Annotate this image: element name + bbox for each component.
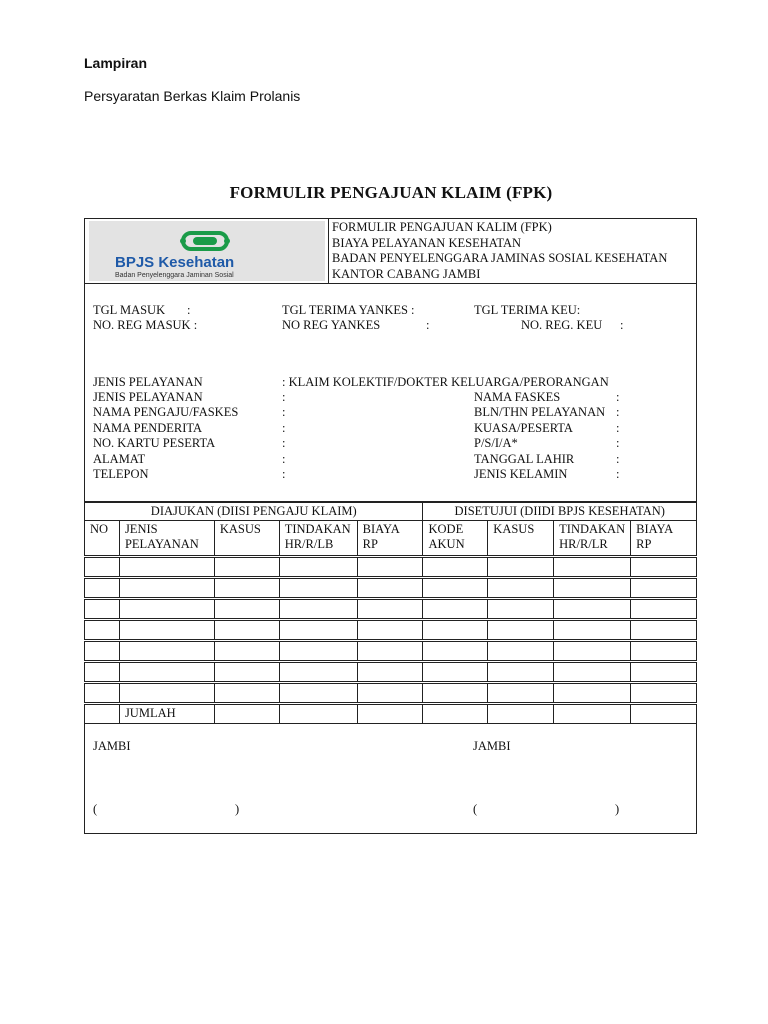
right-label-6: JENIS KELAMIN <box>474 467 568 481</box>
header-lines <box>332 220 667 282</box>
col-no: NO <box>85 521 120 557</box>
table-row <box>85 557 697 578</box>
left-label-1: JENIS PELAYANAN <box>93 390 203 404</box>
right-colon-3: : <box>616 421 620 435</box>
left-label-2: NAMA PENGAJU/FASKES <box>93 405 239 419</box>
no-reg-keu-colon: : <box>620 318 624 332</box>
col-kasus-approved: KASUS <box>488 521 554 557</box>
left-label-5: ALAMAT <box>93 452 146 466</box>
info-section <box>84 284 697 502</box>
signature-paren-open-left: ( <box>93 802 98 816</box>
no-reg-yankes-label: NO REG YANKES <box>282 318 381 332</box>
right-label-4: P/S/I/A* <box>474 436 518 450</box>
signature-city-right: JAMBI <box>473 739 511 753</box>
header-line-2: BIAYA PELAYANAN KESEHATAN <box>332 235 522 250</box>
col-jenis-pelayanan: JENIS PELAYANAN <box>119 521 214 557</box>
table-row <box>85 662 697 683</box>
table-row <box>85 599 697 620</box>
table-row <box>85 683 697 704</box>
total-label: JUMLAH <box>119 704 214 724</box>
no-reg-masuk-label: NO. REG MASUK : <box>93 318 198 332</box>
form-title: FORMULIR PENGAJUAN KLAIM (FPK) <box>229 183 553 202</box>
header-line-1: FORMULIR PENGAJUAN KALIM (FPK) <box>332 220 552 234</box>
col-tindakan-submitted: TINDAKAN HR/R/LB <box>279 521 357 557</box>
left-label-4: NO. KARTU PESERTA <box>93 436 216 450</box>
jenis-pelayanan-value: : KLAIM KOLEKTIF/DOKTER KELUARGA/PERORANGAN <box>282 375 609 389</box>
bpjs-logo <box>89 221 325 281</box>
table-row <box>85 620 697 641</box>
col-biaya-approved: BIAYA RP <box>631 521 697 557</box>
logo-tagline: Badan Penyelenggara Jaminan Sosial <box>115 272 234 279</box>
right-colon-2: : <box>616 405 620 419</box>
left-colon-1: : <box>282 390 286 404</box>
right-label-5: TANGGAL LAHIR <box>474 452 575 466</box>
tgl-masuk-label: TGL MASUK <box>93 303 166 317</box>
signature-paren-close-right: ) <box>615 802 620 816</box>
left-label-3: NAMA PENDERITA <box>93 421 203 435</box>
form-header <box>84 218 697 284</box>
right-colon-1: : <box>616 390 620 404</box>
table-row <box>85 641 697 662</box>
tgl-terima-yankes-label: TGL TERIMA YANKES : <box>282 303 415 317</box>
right-label-3: KUASA/PESERTA <box>474 421 573 435</box>
table-group-header <box>85 503 697 521</box>
jenis-pelayanan-label: JENIS PELAYANAN <box>93 375 203 389</box>
no-reg-keu-label: NO. REG. KEU <box>521 318 603 332</box>
left-label-6: TELEPON <box>93 467 149 481</box>
signature-city-left: JAMBI <box>93 739 131 753</box>
tgl-masuk-colon: : <box>187 303 191 317</box>
tgl-terima-keu-label: TGL TERIMA KEU: <box>474 303 581 317</box>
left-colon-4: : <box>282 436 286 450</box>
col-kode-akun: KODE AKUN <box>423 521 488 557</box>
right-colon-4: : <box>616 436 620 450</box>
right-label-1: NAMA FASKES <box>474 390 561 404</box>
group-submitted-header: DIAJUKAN (DIISI PENGAJU KLAIM) <box>85 503 423 521</box>
signature-paren-close-left: ) <box>235 802 240 816</box>
right-label-2: BLN/THN PELAYANAN <box>474 405 606 419</box>
col-kasus: KASUS <box>214 521 279 557</box>
right-colon-5: : <box>616 452 620 466</box>
attachment-label: Lampiran <box>84 55 148 71</box>
group-approved-header: DISETUJUI (DIIDI BPJS KESEHATAN) <box>423 503 697 521</box>
col-tindakan-approved: TINDAKAN HR/R/LR <box>554 521 631 557</box>
col-biaya-submitted: BIAYA RP <box>357 521 423 557</box>
right-colon-6: : <box>616 467 620 481</box>
header-divider <box>328 219 329 283</box>
header-line-3: BADAN PENYELENGGARA JAMINAS SOSIAL KESEHATAN <box>332 251 668 265</box>
logo-brand-text: BPJS Kesehatan <box>115 254 235 271</box>
left-colon-2: : <box>282 405 286 419</box>
left-colon-5: : <box>282 452 286 466</box>
signature-paren-open-right: ( <box>473 802 478 816</box>
table-column-header <box>85 521 697 557</box>
no-reg-yankes-colon: : <box>426 318 430 332</box>
header-line-4: KANTOR CABANG JAMBI <box>332 266 481 281</box>
claim-table <box>84 502 697 724</box>
signature-section <box>84 720 697 834</box>
table-row <box>85 578 697 599</box>
left-colon-3: : <box>282 421 286 435</box>
document-subtitle: Persyaratan Berkas Klaim Prolanis <box>84 88 301 104</box>
bpjs-logo-icon <box>89 221 325 281</box>
left-colon-6: : <box>282 467 286 481</box>
